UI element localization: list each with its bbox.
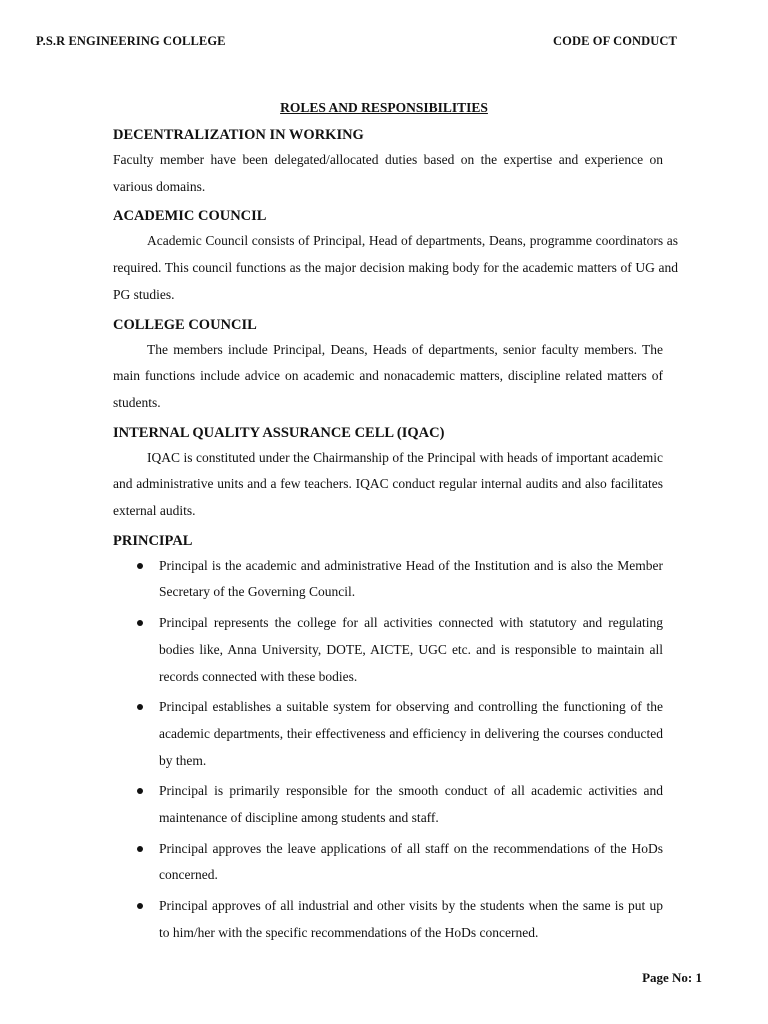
list-item-text: Principal approves the leave applications of all staff on the recommendations of the HoDs concerned.: [159, 840, 663, 883]
list-item-text: Principal is the academic and administrative Head of the Institution and is also the Member Secretary of the Governing Council.: [159, 557, 663, 600]
section-heading-academic-council: ACADEMIC COUNCIL: [113, 208, 267, 225]
page-header: [36, 34, 677, 49]
bullet-dot-icon: [137, 563, 143, 569]
list-item-text: Principal approves of all industrial and other visits by the students when the same is put up to him/her with the specific recommendations of the HoDs concerned.: [159, 898, 663, 940]
page-number: Page No: 1: [642, 970, 702, 985]
list-item: [113, 778, 663, 831]
list-item: [113, 836, 663, 889]
list-item-text: Principal establishes a suitable system for observing and controlling the functioning of the academic departments, their effectiveness and efficiency in delivering the courses conducted by them.: [159, 699, 663, 768]
section-text-iqac: IQAC is constituted under the Chairmanship of the Principal with heads of important academic and administrative units and a few teachers. IQAC conduct regular internal audits and also facilitates external audits.: [113, 449, 663, 519]
bullet-dot-icon: [137, 903, 143, 909]
bullet-dot-icon: [137, 788, 143, 794]
bullet-dot-icon: [137, 620, 143, 626]
bullet-dot-icon: [137, 704, 143, 710]
list-item: [113, 694, 663, 774]
section-text-college-council: The members include Principal, Deans, Heads of departments, senior faculty members. The main functions include advice on academic and nonacademic matters, discipline related matters of students.: [113, 341, 663, 410]
list-item: [113, 553, 663, 606]
bullet-dot-icon: [137, 846, 143, 852]
principal-bullet-list: [113, 553, 663, 947]
section-heading-decentralization: DECENTRALIZATION IN WORKING: [113, 127, 364, 143]
section-text-decentralization: Faculty member have been delegated/allocated duties based on the expertise and experience on various domains.: [113, 152, 663, 194]
college-name: P.S.R ENGINEERING COLLEGE: [36, 34, 226, 48]
document-body: [113, 123, 678, 951]
section-heading-principal: PRINCIPAL: [113, 532, 193, 549]
list-item-text: Principal represents the college for all activities connected with statutory and regulating bodies like, Anna University, DOTE, AICTE, UGC etc. and is responsible to maintain all records connected with these bodies.: [159, 615, 663, 684]
section-text-academic-council: Academic Council consists of Principal, Head of departments, Deans, programme coordinators as required. This council functions as the major decision making body for the academic matters of UG and PG studies.: [113, 233, 678, 302]
page-title: ROLES AND RESPONSIBILITIES: [280, 100, 488, 115]
document-name: CODE OF CONDUCT: [553, 34, 677, 48]
section-heading-college-council: COLLEGE COUNCIL: [113, 316, 257, 333]
list-item: [113, 610, 663, 690]
section-heading-iqac: INTERNAL QUALITY ASSURANCE CELL (IQAC): [113, 424, 445, 441]
list-item-text: Principal is primarily responsible for the smooth conduct of all academic activities and maintenance of discipline among students and staff.: [159, 783, 663, 826]
list-item: [113, 893, 663, 946]
